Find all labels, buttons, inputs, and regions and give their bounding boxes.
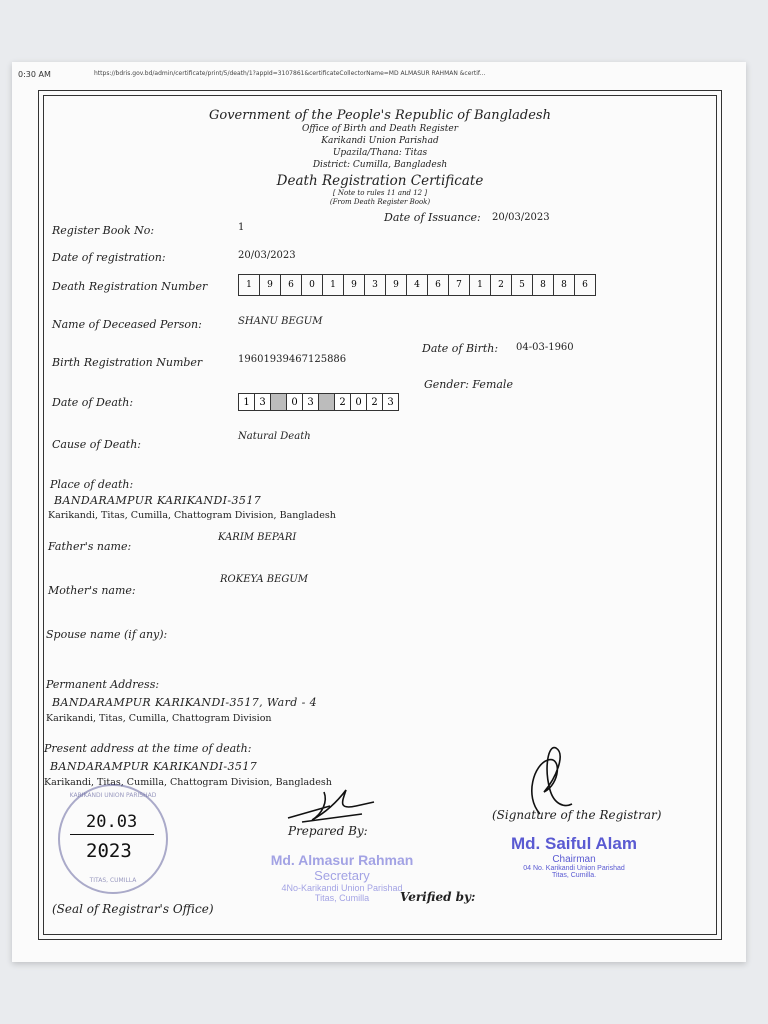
present-address-line1: BANDARAMPUR KARIKANDI-3517 xyxy=(50,760,258,773)
dod-month-digit: 3 xyxy=(302,393,319,411)
digit-box: 3 xyxy=(365,275,386,295)
dod-separator xyxy=(270,393,287,411)
certificate-border-inner xyxy=(43,95,717,935)
dod-boxes xyxy=(238,393,398,411)
chairman-stamp-place: Titas, Cumilla. xyxy=(551,872,597,879)
digit-box: 0 xyxy=(302,275,323,295)
prepared-by-label: Prepared By: xyxy=(288,824,368,838)
office-name: Office of Birth and Death Register xyxy=(301,124,459,134)
certificate-border-outer xyxy=(38,90,722,940)
digit-box: 4 xyxy=(407,275,428,295)
dod-year-digit: 0 xyxy=(350,393,367,411)
secretary-stamp-place: Titas, Cumilla xyxy=(314,893,370,903)
seal-date-line1: 20.03 xyxy=(86,812,138,832)
seal-label: (Seal of Registrar's Office) xyxy=(52,902,214,916)
secretary-stamp-title: Secretary xyxy=(314,868,370,883)
union-name: Karikandi Union Parishad xyxy=(321,136,439,146)
place-of-death-label: Place of death: xyxy=(50,478,134,491)
gender-label xyxy=(424,378,513,391)
upazila-name: Upazila/Thana: Titas xyxy=(332,148,428,158)
present-address-label: Present address at the time of death: xyxy=(44,742,252,755)
verified-by-label: Verified by: xyxy=(400,890,476,904)
registration-date-label: Date of registration: xyxy=(52,251,166,264)
issuance-date-value: 20/03/2023 xyxy=(492,212,550,223)
dob-value: 04-03-1960 xyxy=(516,342,574,353)
cause-of-death-value: Natural Death xyxy=(238,431,311,442)
spouse-name-label: Spouse name (if any): xyxy=(46,628,168,641)
registrar-signature-label: (Signature of the Registrar) xyxy=(492,808,662,822)
dod-year-digit: 3 xyxy=(382,393,399,411)
dod-day-digit: 1 xyxy=(238,393,255,411)
print-timestamp: 0:30 AM xyxy=(18,70,51,79)
digit-box: 1 xyxy=(470,275,491,295)
digit-box: 9 xyxy=(344,275,365,295)
rules-note: [ Note to rules 11 and 12 ] xyxy=(332,189,428,197)
permanent-address-line2: Karikandi, Titas, Cumilla, Chattogram Division xyxy=(46,713,272,724)
digit-box: 6 xyxy=(281,275,302,295)
mother-name-value: ROKEYA BEGUM xyxy=(220,574,309,585)
permanent-address-label: Permanent Address: xyxy=(46,678,160,691)
chairman-stamp-title: Chairman xyxy=(552,854,596,865)
register-book-label: Register Book No: xyxy=(52,224,155,237)
chairman-stamp-name: Md. Saiful Alam xyxy=(511,834,637,853)
digit-box: 9 xyxy=(260,275,281,295)
digit-box: 8 xyxy=(554,275,575,295)
digit-box: 2 xyxy=(491,275,512,295)
dob-label: Date of Birth: xyxy=(422,342,499,355)
digit-box: 7 xyxy=(449,275,470,295)
death-reg-number-label: Death Registration Number xyxy=(52,280,208,293)
print-url: https://bdris.gov.bd/admin/certificate/print/5/death/1?appId=3107861&certificateCollectorName=MD ALMASUR RAHMAN &certif... xyxy=(94,70,486,77)
dod-day-digit: 3 xyxy=(254,393,271,411)
dod-label: Date of Death: xyxy=(52,396,134,409)
seal-date-line2: 2023 xyxy=(86,840,132,862)
dod-month-digit: 0 xyxy=(286,393,303,411)
issuance-date-label: Date of Issuance: xyxy=(384,211,481,224)
digit-box: 5 xyxy=(512,275,533,295)
permanent-address-line1: BANDARAMPUR KARIKANDI-3517, Ward - 4 xyxy=(52,696,318,709)
certificate-header xyxy=(44,108,716,207)
deceased-name-value: SHANU BEGUM xyxy=(238,316,323,327)
death-reg-number-boxes xyxy=(238,274,596,296)
deceased-name-label: Name of Deceased Person: xyxy=(52,318,202,331)
dod-year-digit: 2 xyxy=(334,393,351,411)
seal-date-divider xyxy=(70,834,154,835)
gender-value: Female xyxy=(472,378,513,391)
seal-ring-bottom: TITAS, CUMILLA xyxy=(89,877,137,884)
digit-box: 1 xyxy=(323,275,344,295)
certificate-title: Death Registration Certificate xyxy=(276,173,484,189)
chairman-stamp-office: 04 No. Karikandi Union Parishad xyxy=(523,865,625,872)
place-of-death-line1: BANDARAMPUR KARIKANDI-3517 xyxy=(54,494,262,507)
birth-reg-number-label: Birth Registration Number xyxy=(52,356,203,369)
present-address-line2: Karikandi, Titas, Cumilla, Chattogram Division, Bangladesh xyxy=(44,777,332,788)
seal-ring-top: KARIKANDI UNION PARISHAD xyxy=(69,792,157,799)
mother-name-label: Mother's name: xyxy=(48,584,136,597)
digit-box: 8 xyxy=(533,275,554,295)
government-title: Government of the People's Republic of Bangladesh xyxy=(209,108,551,123)
register-source: (From Death Register Book) xyxy=(329,198,431,206)
digit-box: 9 xyxy=(386,275,407,295)
birth-reg-number-value: 19601939467125886 xyxy=(238,354,347,365)
place-of-death-line2: Karikandi, Titas, Cumilla, Chattogram Division, Bangladesh xyxy=(48,510,336,521)
secretary-stamp-name: Md. Almasur Rahman xyxy=(270,852,414,868)
dod-year-digit: 2 xyxy=(366,393,383,411)
digit-box: 6 xyxy=(428,275,449,295)
secretary-signature xyxy=(282,784,382,828)
register-book-value: 1 xyxy=(238,222,245,233)
gender-label-text: Gender: xyxy=(424,378,469,391)
father-name-value: KARIM BEPARI xyxy=(218,532,297,543)
digit-box: 6 xyxy=(582,280,588,290)
certificate-sheet xyxy=(12,62,746,962)
digit-box: 1 xyxy=(239,275,260,295)
registration-date-value: 20/03/2023 xyxy=(238,250,296,261)
secretary-stamp-office: 4No-Karikandi Union Parishad xyxy=(281,883,403,893)
registrar-office-seal xyxy=(58,784,168,894)
father-name-label: Father's name: xyxy=(48,540,132,553)
dod-separator xyxy=(318,393,335,411)
chairman-stamp xyxy=(484,834,664,879)
district-name: District: Cumilla, Bangladesh xyxy=(312,160,448,170)
cause-of-death-label: Cause of Death: xyxy=(52,438,141,451)
